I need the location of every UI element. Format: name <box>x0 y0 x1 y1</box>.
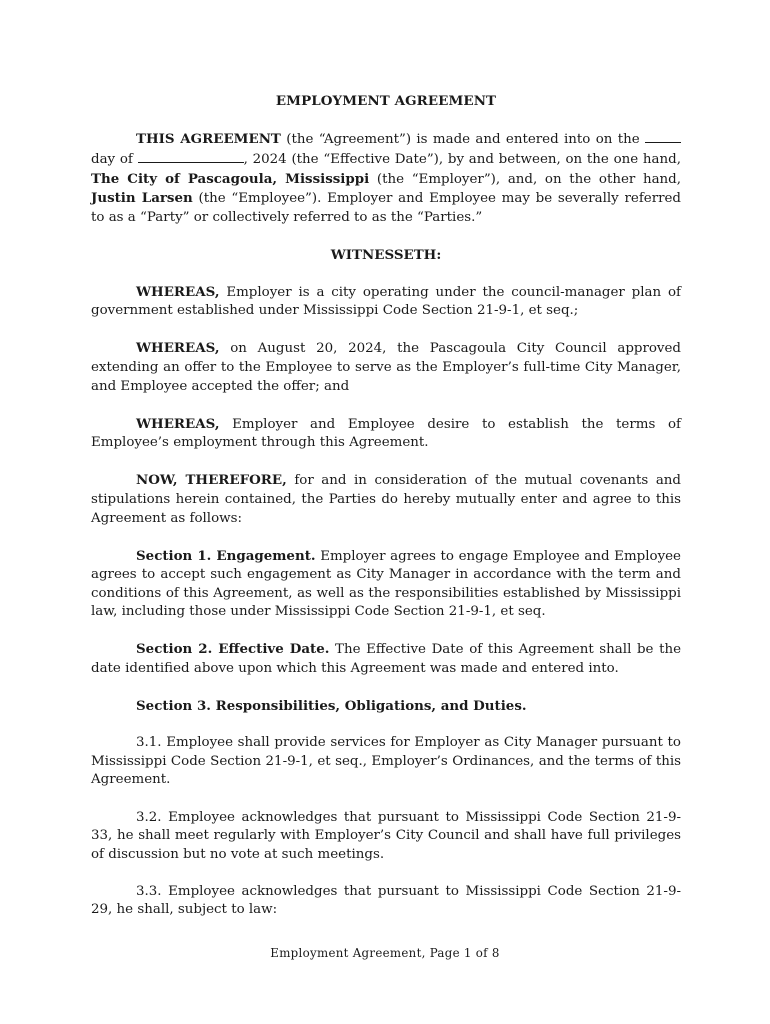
whereas-text-1: Employer is a city operating under the council-manager plan of government established under Mississippi Code Section 21-9-1, et seq.; <box>91 284 681 319</box>
document-body <box>91 92 681 939</box>
document-title: EMPLOYMENT AGREEMENT <box>275 93 497 109</box>
intro-text-1: (the “Agreement”) is made and entered into on the <box>280 131 645 147</box>
now-therefore-paragraph <box>91 471 681 528</box>
section-3-heading: Section 3. Responsibilities, Obligations, and Duties. <box>136 698 527 715</box>
section-2-text: The Effective Date of this Agreement shall be the date identified above upon which this Agreement was made and entered into. <box>91 642 681 677</box>
intro-text-3: , 2024 (the “Effective Date”), by and between, on the one hand, <box>243 152 681 168</box>
clause-3-3: 3.3. Employee acknowledges that pursuant to Mississippi Code Section 21-9-29, he shall, subject to law: <box>91 883 681 918</box>
intro-text-5: (the “Employee”). Employer and Employee may be severally referred to as a “Party” or collectively referred to as the “Parties.” <box>91 191 681 225</box>
section-1-paragraph <box>91 547 681 622</box>
clause-3-1: 3.1. Employee shall provide services for Employer as City Manager pursuant to Mississippi Code Section 21-9-1, et seq., Employer’s Ordinances, and the terms of this Agreement. <box>91 735 681 788</box>
section-2-paragraph <box>91 640 681 678</box>
clause-3-2: 3.2. Employee acknowledges that pursuant to Mississippi Code Section 21-9-33, he shall meet regularly with Employer’s City Council and shall have full privileges of discussion but no vote at such meetings. <box>91 809 681 862</box>
whereas-paragraph-2 <box>91 339 681 396</box>
whereas-lead-3: WHEREAS, <box>136 415 220 432</box>
page-footer: Employment Agreement, Page 1 of 8 <box>270 946 500 960</box>
whereas-paragraph-1 <box>91 283 681 321</box>
whereas-lead-2: WHEREAS, <box>136 340 220 357</box>
intro-text-2: day of <box>91 152 138 168</box>
whereas-text-2: on August 20, 2024, the Pascagoula City Council approved extending an offer to the Employee to serve as the Employer’s full-time City Manager, and Employee accepted the offer; and <box>91 341 681 394</box>
employer-name: The City of Pascagoula, Mississippi <box>91 170 370 187</box>
whereas-text-3: Employer and Employee desire to establish the terms of Employee’s employment through this Agreement. <box>91 416 681 451</box>
day-blank <box>645 129 681 143</box>
whereas-lead-1: WHEREAS, <box>136 283 220 300</box>
month-blank <box>138 149 244 163</box>
whereas-paragraph-3 <box>91 415 681 453</box>
intro-paragraph <box>91 129 681 228</box>
witnesseth-heading: WITNESSETH: <box>330 247 442 264</box>
section-1-heading: Section 1. Engagement. <box>136 547 316 564</box>
now-therefore-lead: NOW, THEREFORE, <box>136 472 287 489</box>
now-therefore-text: for and in consideration of the mutual covenants and stipulations herein contained, the Parties do hereby mutually enter and agree to this Agreement as follows: <box>91 473 681 526</box>
section-1-text: Employer agrees to engage Employee and Employee agrees to accept such engagement as City Manager in accordance with the term and conditions of this Agreement, as well as the responsibilities established by Mississippi law, including those under Mississippi Code Section 21-9-1, et seq. <box>91 548 681 620</box>
section-2-heading: Section 2. Effective Date. <box>136 641 330 658</box>
employee-name: Justin Larsen <box>91 190 193 207</box>
intro-lead: THIS AGREEMENT <box>136 130 281 147</box>
intro-text-4: (the “Employer”), and, on the other hand, <box>369 171 682 187</box>
